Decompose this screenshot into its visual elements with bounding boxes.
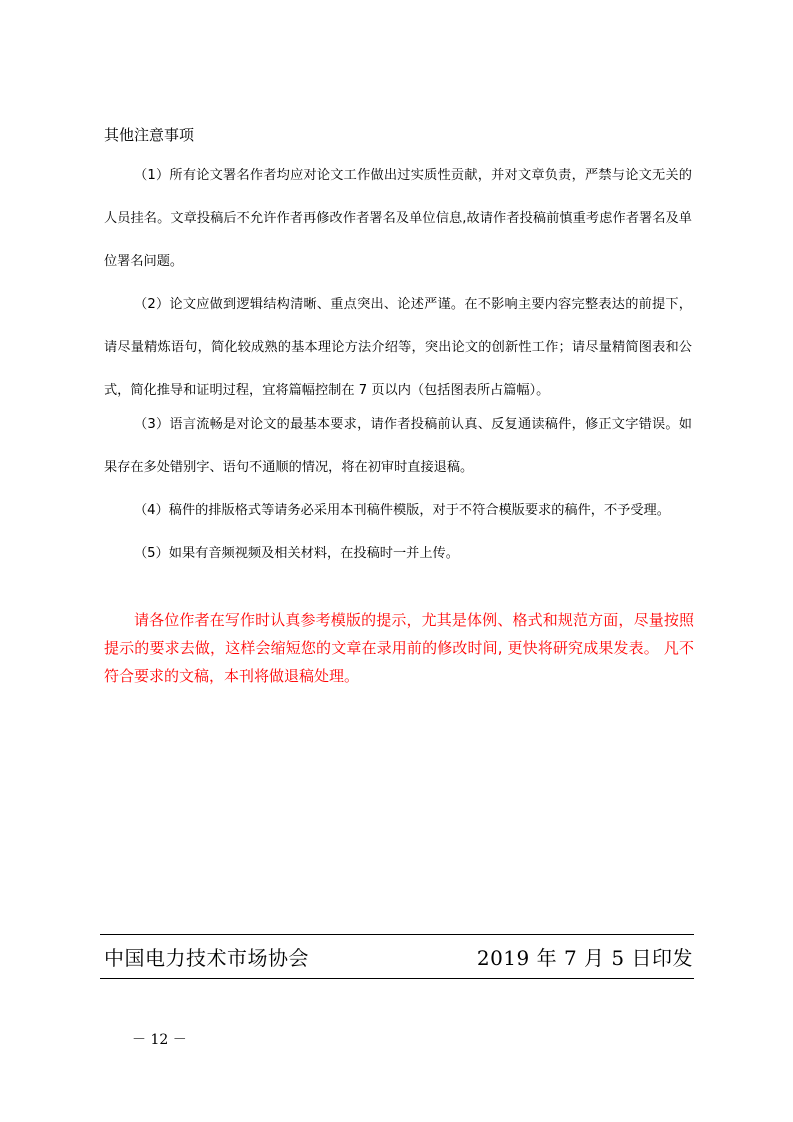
- footer-bottom-rule: [100, 978, 694, 979]
- note-item-4: [104, 489, 692, 532]
- note-item-2: [104, 283, 692, 412]
- note-item-5-text: （5）如果有音频视频及相关材料，在投稿时一并上传。: [134, 546, 459, 561]
- note-item-3: [104, 403, 692, 489]
- note-item-1: [104, 154, 692, 283]
- note-item-4-text: （4）稿件的排版格式等请务必采用本刊稿件模版，对于不符合模版要求的稿件，不予受理。: [134, 503, 670, 518]
- footer-top-rule: [100, 934, 694, 935]
- footer-organization: 中国电力技术市场协会: [104, 946, 309, 970]
- note-item-3-text: （3）语言流畅是对论文的最基本要求，请作者投稿前认真、反复通读稿件，修正文字错误。如果存在多处错别字、语句不通顺的情况，将在初审时直接退稿。: [104, 417, 692, 475]
- footer-issue-date: 2019 年 7 月 5 日印发: [476, 946, 693, 970]
- red-notice: 请各位作者在写作时认真参考模版的提示，尤其是体例、格式和规范方面，尽量按照提示的要求去做，这样会缩短您的文章在录用前的修改时间, 更快将研究成果发表。 凡不符合要求的文稿，本刊将做退稿处理。: [104, 611, 694, 685]
- note-item-1-text: （1）所有论文署名作者均应对论文工作做出过实质性贡献，并对文章负责，严禁与论文无关的人员挂名。文章投稿后不允许作者再修改作者署名及单位信息,故请作者投稿前慎重考虑作者署名及单位署名问题。: [104, 168, 692, 269]
- note-item-2-text: （2）论文应做到逻辑结构清晰、重点突出、论述严谨。在不影响主要内容完整表达的前提下，请尽量精炼语句，简化较成熟的基本理论方法介绍等，突出论文的创新性工作；请尽量精简图表和公式，简化推导和证明过程，宜将篇幅控制在 7 页以内（包括图表所占篇幅）。: [104, 297, 692, 398]
- note-item-5: [104, 532, 692, 575]
- section-heading: 其他注意事项: [104, 126, 195, 144]
- page-number: － 12 －: [132, 1032, 187, 1048]
